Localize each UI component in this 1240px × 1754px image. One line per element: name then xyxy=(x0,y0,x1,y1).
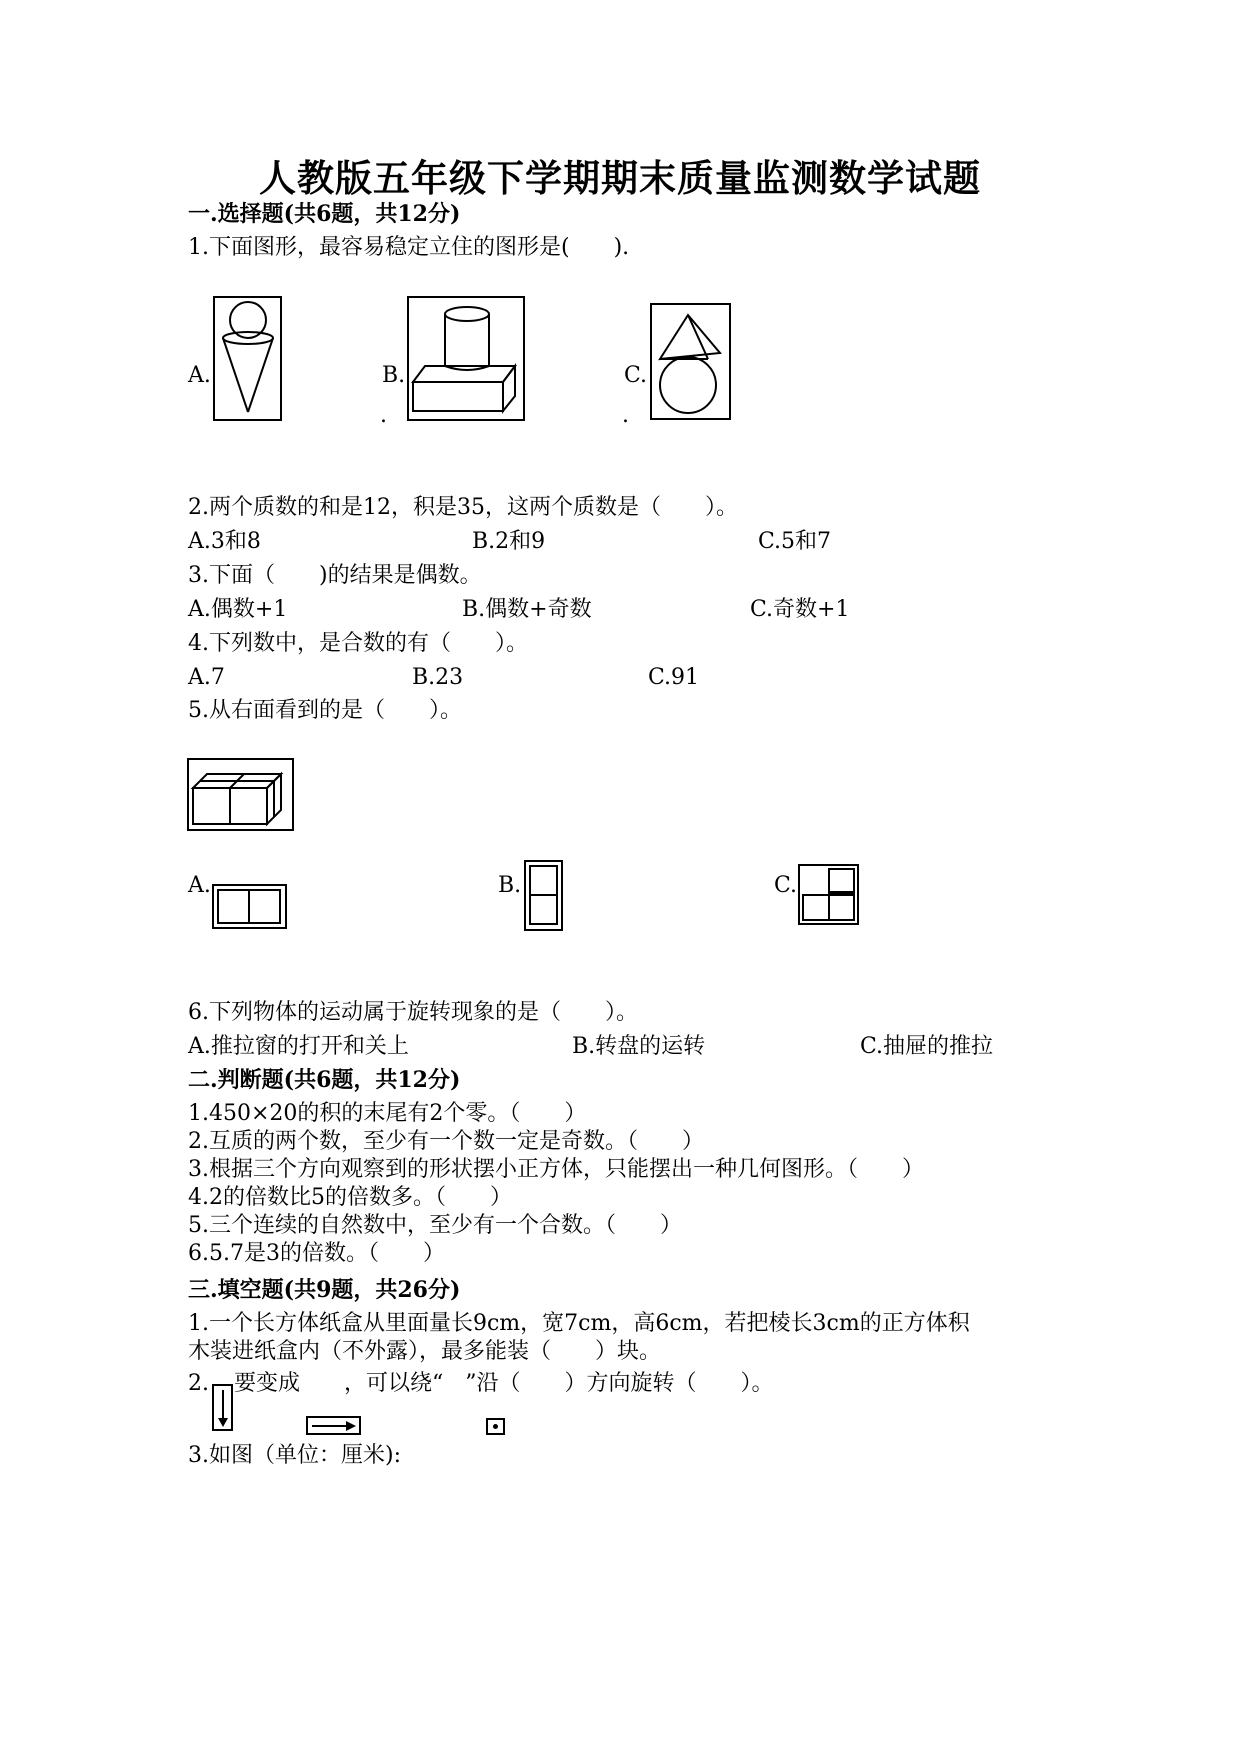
q1-option-b: B. xyxy=(382,363,406,388)
section2-heading: 二.判断题(共6题，共12分) xyxy=(188,1067,461,1093)
q1-stem: 1.下面图形，最容易稳定立住的图形是( ). xyxy=(188,235,630,260)
fill-q2-text: 要变成 ，可以绕“ ”沿（ ）方向旋转（ ）。 xyxy=(234,1371,774,1396)
q2-option-a: A.3和8 xyxy=(188,529,261,554)
q4-option-a: A.7 xyxy=(188,665,225,690)
section3-heading: 三.填空题(共9题，共26分) xyxy=(188,1277,461,1303)
judge-item-2: 2.互质的两个数，至少有一个数一定是奇数。（ ） xyxy=(188,1129,704,1154)
fill-q3-stem: 3.如图（单位：厘米): xyxy=(188,1443,401,1468)
section1-heading: 一.选择题(共6题，共12分) xyxy=(188,201,461,227)
q1-option-c: C. xyxy=(624,363,648,388)
q4-stem: 4.下列数中，是合数的有（ ）。 xyxy=(188,631,528,656)
q1-option-a: A. xyxy=(188,363,211,388)
q6-stem: 6.下列物体的运动属于旋转现象的是（ ）。 xyxy=(188,1000,638,1025)
fill-q2-number: 2. xyxy=(188,1371,209,1396)
q3-option-b: B.偶数+奇数 xyxy=(462,597,592,622)
judge-item-4: 4.2的倍数比5的倍数多。（ ） xyxy=(188,1185,512,1210)
q6-option-b: B.转盘的运转 xyxy=(572,1034,706,1059)
q1-figure-c-pyramid-sphere xyxy=(650,303,732,421)
page-title: 人教版五年级下学期期末质量监测数学试题 xyxy=(259,156,981,200)
q5-option-b: B. xyxy=(498,873,522,898)
judge-item-3: 3.根据三个方向观察到的形状摆小正方体，只能摆出一种几何图形。（ ） xyxy=(188,1157,924,1182)
q3-option-a: A.偶数+1 xyxy=(188,597,288,622)
q2-option-c: C.5和7 xyxy=(758,529,832,554)
q4-option-b: B.23 xyxy=(412,665,464,690)
q5-figure-b-stacked-squares xyxy=(524,860,564,932)
q4-option-c: C.91 xyxy=(648,665,700,690)
q2-option-b: B.2和9 xyxy=(472,529,546,554)
judge-item-1: 1.450×20的积的末尾有2个零。（ ） xyxy=(188,1101,587,1126)
q5-figure-cube-stack xyxy=(187,758,295,832)
q6-option-c: C.抽屉的推拉 xyxy=(860,1034,994,1059)
q5-figure-c-l-shape xyxy=(798,864,860,926)
q5-stem: 5.从右面看到的是（ ）。 xyxy=(188,698,462,723)
judge-item-5: 5.三个连续的自然数中，至少有一个合数。（ ） xyxy=(188,1213,682,1238)
dot-mark-c: . xyxy=(622,403,629,428)
q1-figure-b-cylinder-box xyxy=(407,296,526,422)
q5-figure-a-two-squares xyxy=(212,884,288,930)
right-arrow-figure xyxy=(306,1416,362,1436)
q3-option-c: C.奇数+1 xyxy=(750,597,850,622)
down-arrow-figure xyxy=(212,1384,234,1432)
q2-stem: 2.两个质数的和是12，积是35，这两个质数是（ ）。 xyxy=(188,495,738,520)
q3-stem: 3.下面（ )的结果是偶数。 xyxy=(188,563,482,588)
q5-option-c: C. xyxy=(774,873,798,898)
rotation-point-figure xyxy=(486,1418,506,1436)
q1-figure-a-cone-ball xyxy=(213,296,283,422)
dot-mark-b: . xyxy=(380,403,387,428)
judge-item-6: 6.5.7是3的倍数。（ ） xyxy=(188,1241,445,1266)
q6-option-a: A.推拉窗的打开和关上 xyxy=(188,1034,409,1059)
q5-option-a: A. xyxy=(188,873,211,898)
fill-q1-line2: 木装进纸盒内（不外露），最多能装（ ）块。 xyxy=(188,1339,662,1364)
fill-q1-line1: 1.一个长方体纸盒从里面量长9cm，宽7cm，高6cm，若把棱长3cm的正方体积 xyxy=(188,1311,970,1336)
